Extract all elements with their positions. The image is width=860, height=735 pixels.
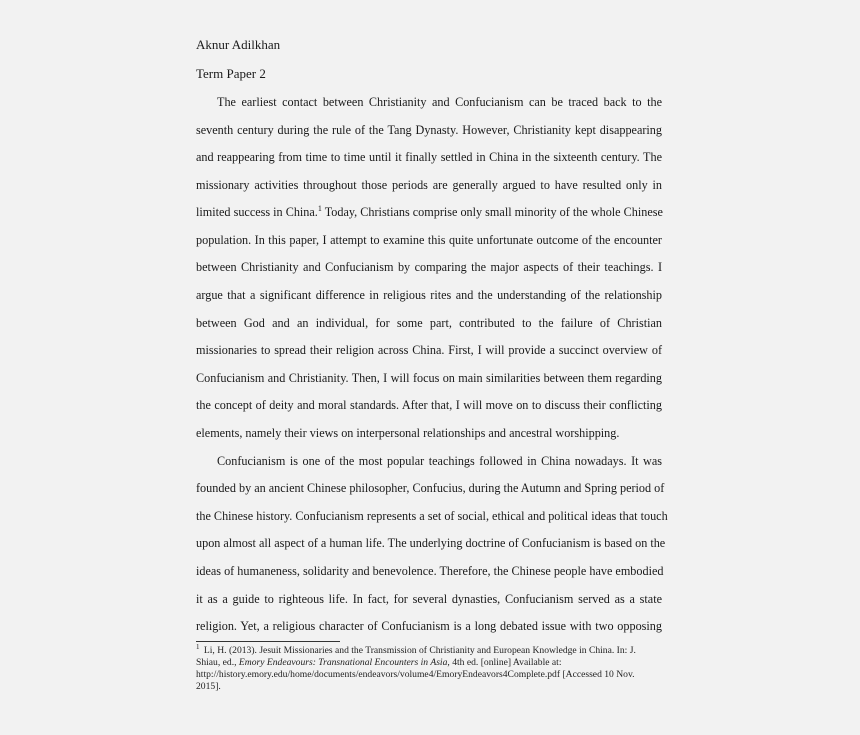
- footnote-edition: , 4th ed. [online] Available at:: [447, 657, 562, 668]
- paragraph-2-line-4: upon almost all aspect of a human life. The underlying doctrine of Confucianism is based on the: [196, 536, 666, 550]
- footnote-line-2: [196, 657, 666, 669]
- paragraph-1-line-6: population. In this paper, I attempt to examine this quite unfortunate outcome of the encounter: [196, 233, 662, 247]
- paragraph-1-line-11: Confucianism and Christianity. Then, I will focus on main similarities between them regarding: [196, 371, 662, 385]
- paragraph-2-line-1: Confucianism is one of the most popular teachings followed in China nowadays. It was: [217, 454, 662, 468]
- footnote-source-title: Emory Endeavours: Transnational Encounters in Asia: [238, 657, 448, 668]
- footnote-number: 1: [196, 643, 200, 651]
- paragraph-2-line-6: it as a guide to righteous life. In fact, for several dynasties, Confucianism served as a state: [196, 592, 662, 606]
- paragraph-2-line-3: the Chinese history. Confucianism represents a set of social, ethical and political ideas that touch: [196, 509, 668, 523]
- paragraph-1-line-12: the concept of deity and moral standards. After that, I will move on to discuss their conflicting: [196, 398, 662, 412]
- paragraph-1-line-5: [196, 204, 662, 220]
- paragraph-2-line-5: ideas of humaneness, solidarity and benevolence. Therefore, the Chinese people have embodied: [196, 564, 664, 578]
- paragraph-1-line-8: argue that a significant difference in religious rites and the understanding of the relationship: [196, 288, 662, 302]
- footnote-line-1: [196, 645, 666, 657]
- paragraph-2-line-7: religion. Yet, a religious character of Confucianism is a long debated issue with two opposing: [196, 619, 662, 633]
- footnote-url[interactable]: http://history.emory.edu/home/documents/endeavors/volume4/EmoryEndeavors4Complete.pdf [Accessed 10 Nov.: [196, 669, 635, 680]
- footnote: [196, 645, 666, 693]
- paragraph-1-line-13: elements, namely their views on interpersonal relationships and ancestral worshipping.: [196, 426, 620, 440]
- author-name: Aknur Adilkhan: [196, 37, 281, 52]
- footnote-line-4: 2015].: [196, 681, 221, 692]
- footnote-reference[interactable]: 1: [317, 204, 322, 213]
- line-5-end: Today, Christians comprise only small minority of the whole Chinese: [324, 205, 663, 219]
- paragraph-1-line-10: missionaries to spread their religion across China. First, I will provide a succinct overview of: [196, 343, 662, 357]
- paragraph-1-line-2: seventh century during the rule of the Tang Dynasty. However, Christianity kept disappearing: [196, 123, 662, 137]
- paragraph-1-line-4: missionary activities throughout those periods are generally argued to have resulted only in: [196, 178, 662, 192]
- paragraph-1-line-1: The earliest contact between Christianity and Confucianism can be traced back to the: [217, 95, 662, 109]
- document-title: Term Paper 2: [196, 66, 266, 81]
- paragraph-1-line-9: between God and an individual, for some part, contributed to the failure of Christian: [196, 316, 662, 330]
- footnote-separator: [196, 641, 340, 642]
- line-5-start: limited success in China.: [196, 205, 318, 219]
- paragraph-1-line-7: between Christianity and Confucianism by comparing the major aspects of their teachings. I: [196, 260, 662, 274]
- paragraph-1-line-3: and reappearing from time to time until it finally settled in China in the sixteenth century. The: [196, 150, 662, 164]
- footnote-citation-start: Li, H. (2013). Jesuit Missionaries and the Transmission of Christianity and European Knowledge in China. In: J.: [203, 645, 636, 656]
- footnote-editor: Shiau, ed.,: [196, 657, 239, 668]
- paragraph-2-line-2: founded by an ancient Chinese philosopher, Confucius, during the Autumn and Spring period of: [196, 481, 665, 495]
